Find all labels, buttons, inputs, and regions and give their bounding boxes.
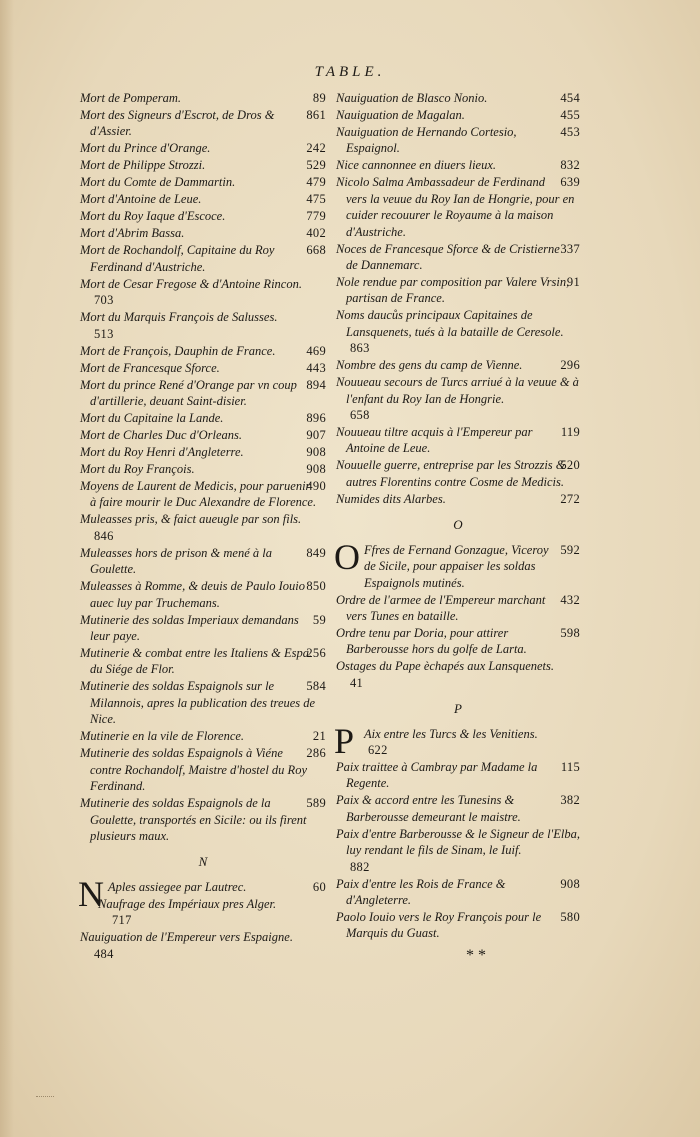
- page-number: 849: [306, 545, 326, 560]
- index-entry: [80, 545, 326, 578]
- entry-text: Mort de François, Dauphin de France.: [80, 343, 276, 358]
- page-number: 41: [350, 675, 364, 690]
- entry-text: Mort du Comte de Dammartin.: [80, 175, 236, 190]
- index-entry: [80, 225, 326, 241]
- page-number: 584: [306, 679, 326, 694]
- index-entry: [80, 478, 326, 511]
- index-entry: [336, 274, 580, 307]
- index-entry: [80, 242, 326, 275]
- page-number: 908: [560, 876, 580, 891]
- entry-text: Mort de Pomperam.: [80, 91, 182, 105]
- index-entry: [80, 678, 326, 727]
- index-entry: [336, 90, 580, 106]
- page-number: 119: [560, 425, 580, 440]
- left-column: [80, 90, 326, 963]
- index-entry: [80, 140, 326, 156]
- section-letter-p: P: [454, 701, 462, 717]
- page-number: 490: [306, 479, 326, 494]
- entry-text: Nauiguation de Hernando Cortesio, Espaignol.: [336, 125, 517, 156]
- page-number: 703: [94, 293, 114, 308]
- index-entry: [80, 377, 326, 410]
- page-number: 717: [112, 913, 132, 928]
- page-number: 443: [306, 360, 326, 375]
- page-number: 453: [560, 125, 580, 139]
- page-number: 592: [560, 542, 580, 557]
- index-entry: [80, 276, 326, 309]
- page-number: 484: [94, 946, 114, 961]
- index-entry: [336, 625, 580, 658]
- drop-cap: N: [78, 873, 104, 914]
- index-entry: [80, 511, 326, 544]
- index-entry: [336, 174, 580, 240]
- page-number: 513: [94, 326, 114, 341]
- entry-text: Nouueau secours de Turcs arriué à la veuue & à l'enfant du Roy Ian de Hongrie.: [336, 375, 579, 406]
- page-number: 59: [312, 612, 326, 627]
- entry-text: Nole rendue par composition par Valere Vrsin, partisan de France.: [336, 275, 570, 306]
- index-entry: [80, 343, 326, 359]
- entries-n-left: [78, 873, 326, 962]
- entry-text: Nauiguation de l'Empereur vers Espaigne.: [80, 930, 293, 945]
- index-entry: [336, 424, 580, 457]
- page-number: 639: [560, 175, 580, 190]
- entry-text: Mort du Roy Iaque d'Escoce.: [80, 209, 226, 224]
- entry-text: Nombre des gens du camp de Vienne.: [336, 358, 523, 373]
- index-entry: [336, 876, 580, 909]
- page-number: 520: [560, 458, 580, 473]
- page-number: 908: [306, 462, 326, 477]
- entry-text: Paix traittee à Cambray par Madame la Regente.: [336, 759, 538, 791]
- page-number: 529: [306, 158, 326, 173]
- page-number: 658: [350, 408, 370, 423]
- index-entry: [80, 929, 326, 962]
- entry-text: Ordre de l'armee de l'Empereur marchant vers Tunes en bataille.: [336, 592, 546, 623]
- index-entry: [80, 191, 326, 207]
- entry-text: Mort du Roy François.: [80, 462, 195, 477]
- entry-text: Paix d'entre les Rois de France & d'Angleterre.: [336, 876, 506, 907]
- page-number: 580: [560, 909, 580, 924]
- entry-text: Numides dits Alarbes.: [336, 491, 446, 506]
- entry-text: Muleasses hors de prison & mené à la Goulette.: [80, 545, 272, 577]
- index-entry: [80, 745, 326, 794]
- entry-text: Paix & accord entre les Tunesins & Barberousse demeurant le maistre.: [336, 793, 521, 824]
- page-number: 908: [306, 445, 326, 460]
- entry-text: Mutinerie & combat entre les Italiens & Espa. du Siége de Flor.: [80, 646, 313, 677]
- page-number: 832: [560, 158, 580, 173]
- page-number: 894: [306, 377, 326, 392]
- page-number: 850: [306, 579, 326, 594]
- entries-p: [334, 720, 580, 942]
- page-number: 242: [306, 141, 326, 156]
- page-number: 622: [368, 742, 388, 757]
- entries-o: [334, 536, 580, 691]
- entry-text: Naufrage des Impériaux pres Alger.: [98, 896, 277, 911]
- page-number: 296: [560, 358, 580, 373]
- index-entry: [336, 357, 580, 373]
- entry-text: Mort du Marquis François de Salusses.: [80, 310, 278, 325]
- right-column: [336, 90, 580, 964]
- page-number: 286: [306, 746, 326, 761]
- entries-n-right: [336, 90, 580, 507]
- page-number: 598: [560, 625, 580, 640]
- entry-text: Mort de Cesar Fregose & d'Antoine Rincon.: [80, 276, 302, 291]
- entry-text: Nouuelle guerre, entreprise par les Strozzis & autres Florentins contre Cosme de Medicis.: [336, 458, 566, 489]
- entry-text: Muleasses à Romme, & deuis de Paulo Iouio auec luy par Truchemans.: [80, 579, 305, 610]
- index-entry: [80, 360, 326, 376]
- entry-text: Mutinerie des soldas Espaignols à Viéne contre Rochandolf, Maistre d'hostel du Roy Ferdinand.: [80, 746, 307, 794]
- page-number: 668: [306, 243, 326, 258]
- entry-text: Noces de Francesque Sforce & de Cristierne de Dannemarc.: [336, 241, 560, 273]
- entry-text: Noms daucůs principaux Capitaines de Lansquenets, tués à la bataille de Ceresole.: [336, 308, 564, 339]
- entry-text: Mutinerie en la vile de Florence.: [80, 729, 245, 744]
- index-entry: [336, 826, 580, 875]
- page-number: 479: [306, 175, 326, 190]
- page-number: 454: [560, 91, 580, 105]
- index-entry: [80, 795, 326, 844]
- page-gutter-shadow: [0, 0, 14, 1137]
- entry-text: Mort d'Antoine de Leue.: [80, 192, 202, 207]
- entry-text: Mort du Roy Henri d'Angleterre.: [80, 445, 244, 460]
- entry-text: Mort de Rochandolf, Capitaine du Roy Ferdinand d'Austriche.: [80, 243, 275, 274]
- index-entry: [80, 157, 326, 173]
- index-entry: [334, 536, 580, 591]
- index-entry: [334, 720, 580, 761]
- entry-text: Nicolo Salma Ambassadeur de Ferdinand vers la veuue du Roy Ian de Hongrie, pour en cuider recouurer le Royaume à la maison d'Austriche.: [336, 175, 575, 239]
- page-number: 272: [560, 491, 580, 506]
- drop-cap: P: [334, 720, 355, 761]
- page-number: 382: [560, 793, 580, 808]
- entry-text: Nauiguation de Magalan.: [336, 108, 465, 122]
- index-entry: [80, 461, 326, 477]
- entry-text: Nice cannonnee en diuers lieux.: [336, 158, 497, 173]
- index-entry: [336, 792, 580, 825]
- entry-text: Mutinerie des soldas Espaignols de la Goulette, transportés en Sicile: ou ils firent plusieurs maux.: [80, 796, 307, 843]
- page-number: 432: [560, 592, 580, 607]
- entry-text: Ffres de Fernand Gonzague, Viceroy de Sicile, pour appaiser les soldas Espaignols mutinés.: [364, 542, 549, 590]
- entry-text: Mort d'Abrim Bassa.: [80, 226, 185, 241]
- page-number: 115: [560, 759, 580, 774]
- entry-text: Mutinerie des soldas Espaignols sur le Milannois, apres la publication des treues de Nice.: [80, 679, 316, 727]
- page-number: 402: [306, 226, 326, 241]
- entry-text: Mort du Prince d'Orange.: [80, 141, 211, 156]
- index-entry: [80, 208, 326, 224]
- entry-text: Mort des Signeurs d'Escrot, de Dros & d'Assier.: [80, 108, 275, 139]
- page-number: 21: [312, 729, 326, 744]
- page-number: 896: [306, 411, 326, 426]
- entry-text: Mort du Capitaine la Lande.: [80, 411, 224, 426]
- index-entry: [336, 374, 580, 423]
- page-number: 89: [312, 91, 326, 105]
- entry-text: Mutinerie des soldas Imperiaux demandans leur paye.: [80, 612, 299, 644]
- page-number: 256: [306, 646, 326, 661]
- entry-text: Mort de Francesque Sforce.: [80, 360, 220, 375]
- page-number: 475: [306, 192, 326, 207]
- entry-text: Muleasses pris, & faict aueugle par son fils.: [80, 512, 302, 527]
- page-number: 861: [306, 108, 326, 122]
- page-number: 779: [306, 209, 326, 224]
- index-entry: [80, 90, 326, 106]
- drop-cap: O: [334, 536, 360, 577]
- page-number: 863: [350, 341, 370, 356]
- index-entry: [80, 309, 326, 342]
- index-entry: [336, 307, 580, 356]
- index-entry: [336, 107, 580, 123]
- entry-text: Paix d'entre Barberousse & le Signeur de l'Elba, luy rendant le fils de Sinam, le Iuif.: [336, 826, 580, 858]
- page-edge-mark: [36, 1096, 54, 1101]
- index-entry: [336, 909, 580, 942]
- index-entry: [80, 728, 326, 744]
- page-number: 469: [306, 343, 326, 358]
- index-entry: [80, 427, 326, 443]
- index-entry: [336, 457, 580, 490]
- page-number: 60: [312, 879, 326, 894]
- index-entry: [336, 658, 580, 691]
- index-entry: [336, 592, 580, 625]
- page-number: 337: [560, 241, 580, 256]
- index-entry: [336, 241, 580, 274]
- page-number: 882: [350, 859, 370, 874]
- entry-text: Nauiguation de Blasco Nonio.: [336, 91, 488, 105]
- entry-text: Nouueau tiltre acquis à l'Empereur par Antoine de Leue.: [336, 425, 533, 456]
- page-number: 91: [566, 275, 580, 290]
- entry-text: Mort de Philippe Strozzi.: [80, 158, 206, 173]
- section-letter-n: N: [198, 854, 208, 870]
- index-entry: [80, 578, 326, 611]
- index-entry: [80, 174, 326, 190]
- page-header: TABLE.: [314, 64, 386, 80]
- index-entry: [80, 107, 326, 140]
- index-entry: [80, 444, 326, 460]
- index-entry: [80, 645, 326, 678]
- page-number: 455: [560, 108, 580, 122]
- page-number: 846: [94, 528, 114, 543]
- entry-text: Ordre tenu par Doria, pour attirer Barberousse hors du golfe de Larta.: [336, 625, 527, 657]
- page-number: 907: [306, 428, 326, 443]
- index-entry: [336, 491, 580, 507]
- entry-text: Moyens de Laurent de Medicis, pour paruenir à faire mourir le Duc Alexandre de Florence.: [80, 479, 317, 510]
- section-letter-o: O: [453, 517, 463, 533]
- index-entry: [80, 410, 326, 426]
- entry-text: Aix entre les Turcs & les Venitiens.: [364, 726, 538, 741]
- entries-m: [80, 90, 326, 844]
- page-number: 589: [306, 796, 326, 811]
- index-entry: [336, 759, 580, 792]
- end-ornament: **: [466, 946, 490, 964]
- index-entry: [80, 612, 326, 645]
- entry-text: Mort de Charles Duc d'Orleans.: [80, 428, 243, 443]
- entry-text: Ostages du Pape èchapés aux Lansquenets.: [336, 659, 555, 674]
- entry-text: Mort du prince René d'Orange par vn coup d'artillerie, deuant Saint-disier.: [80, 377, 297, 409]
- entry-text: Aples assiegee par Lautrec.: [108, 879, 247, 894]
- index-entry: [336, 157, 580, 173]
- index-entry: [80, 896, 326, 929]
- index-entry: [336, 124, 580, 157]
- entry-text: Paolo Iouio vers le Roy François pour le Marquis du Guast.: [336, 909, 542, 941]
